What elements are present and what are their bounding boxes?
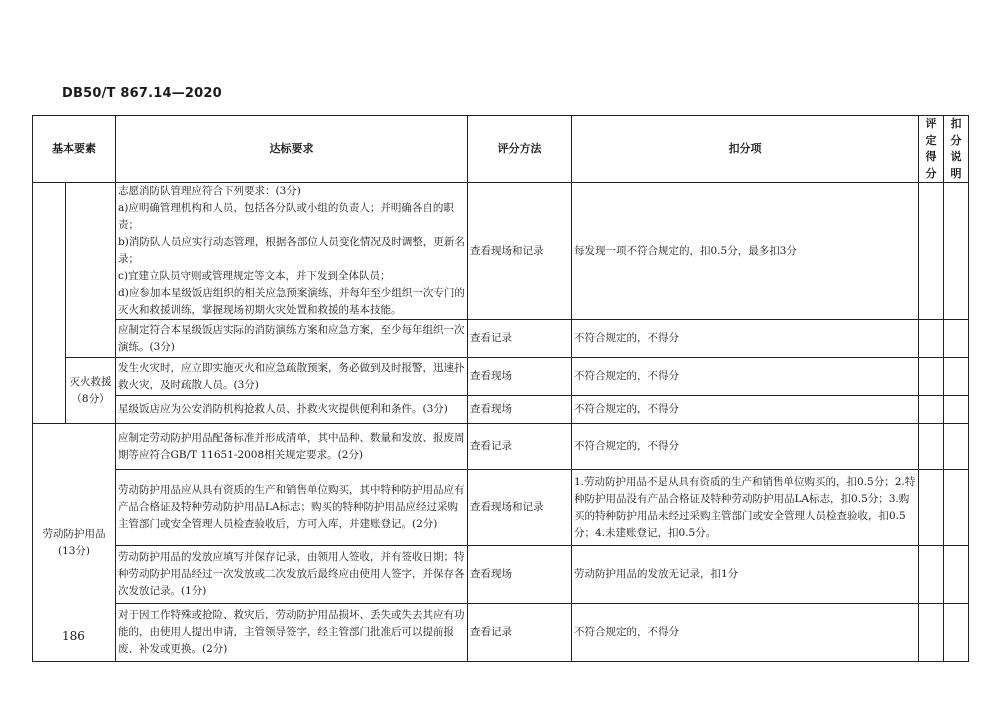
note-cell	[944, 183, 969, 320]
score-cell	[919, 470, 944, 546]
table-row	[33, 604, 969, 662]
note-cell	[944, 546, 969, 604]
requirement-cell: 应制定劳动防护用品配备标准并形成清单，其中品种、数量和发放、报废周期等应符合GB/T 11651-2008相关规定要求。(2分)	[116, 424, 468, 470]
deduction-cell: 不符合规定的，不得分	[572, 424, 919, 470]
header-method: 评分方法	[468, 116, 572, 183]
requirement-cell: 应制定符合本星级饭店实际的消防演练方案和应急方案，至少每年组织一次演练。(3分)	[116, 320, 468, 358]
note-cell	[944, 604, 969, 662]
header-basic-element: 基本要素	[33, 116, 116, 183]
note-cell	[944, 424, 969, 470]
method-cell: 查看现场和记录	[468, 470, 572, 546]
note-cell	[944, 358, 969, 396]
category-labor-protection: 劳动防护用品(13分)	[33, 424, 116, 662]
table-row	[33, 183, 969, 320]
table-row	[33, 546, 969, 604]
table-row	[33, 396, 969, 424]
page-number: 186	[62, 629, 85, 643]
deduction-cell: 1.劳动防护用品不是从具有资质的生产和销售单位购买的，扣0.5分；2.特种防护用品没有产品合格证及特种劳动防护用品LA标志，扣0.5分；3.购买的特种防护用品未经过采购主管部门或安全管理人员检查验收，扣0.5分；4.未建账登记，扣0.5分。	[572, 470, 919, 546]
method-cell: 查看现场	[468, 546, 572, 604]
subcategory-cell-volunteer	[66, 183, 116, 358]
table-row	[33, 320, 969, 358]
note-cell	[944, 470, 969, 546]
requirement-cell: 劳动防护用品的发放应填写并保存记录，由领用人签收，并有签收日期；特种劳动防护用品经过一次发放或二次发放后最终应由使用人签字，并保存各次发放记录。(1分)	[116, 546, 468, 604]
method-cell: 查看现场	[468, 358, 572, 396]
header-score: 评定得分	[919, 116, 944, 183]
document-code: DB50/T 867.14—2020	[62, 86, 222, 101]
note-cell	[944, 320, 969, 358]
requirement-text: 志愿消防队管理应符合下列要求：(3分) a)应明确管理机构和人员，包括各分队或小组的负责人；并明确各自的职责； b)消防队人员应实行动态管理，根据各部位人员变化情况及时调整，更新名录； c)宜建立队员守则或管理规定等文本，并下发到全体队员； d)应参加本星级饭店组织的相关应急预案演练，并每年至少组织一次专门的灭火和救援训练，掌握现场初期火灾处置和救援的基本技能。	[118, 185, 465, 316]
score-cell	[919, 358, 944, 396]
header-note: 扣分说明	[944, 116, 969, 183]
deduction-cell: 不符合规定的，不得分	[572, 396, 919, 424]
note-cell	[944, 396, 969, 424]
method-cell: 查看现场	[468, 396, 572, 424]
score-cell	[919, 320, 944, 358]
scoring-table	[32, 115, 969, 662]
score-cell	[919, 183, 944, 320]
requirement-cell: 发生火灾时，应立即实施灭火和应急疏散预案，务必做到及时报警，迅速扑救火灾，及时疏散人员。(3分)	[116, 358, 468, 396]
table-row	[33, 424, 969, 470]
requirement-cell	[116, 183, 468, 320]
score-cell	[919, 604, 944, 662]
deduction-cell: 每发现一项不符合规定的，扣0.5分，最多扣3分	[572, 183, 919, 320]
requirement-cell: 星级饭店应为公安消防机构抢救人员、扑救火灾提供便利和条件。(3分)	[116, 396, 468, 424]
deduction-cell: 不符合规定的，不得分	[572, 320, 919, 358]
deduction-cell: 劳动防护用品的发放无记录，扣1分	[572, 546, 919, 604]
category-cell-upper	[33, 183, 66, 424]
header-deduction: 扣分项	[572, 116, 919, 183]
score-cell	[919, 424, 944, 470]
header-requirement: 达标要求	[116, 116, 468, 183]
requirement-cell: 劳动防护用品应从具有资质的生产和销售单位购买，其中特种防护用品应有产品合格证及特种劳动防护用品LA标志；购买的特种防护用品应经过采购主管部门或安全管理人员检查验收后，方可入库，并建账登记。(2分)	[116, 470, 468, 546]
requirement-cell: 对于因工作特殊或抢险、救灾后，劳动防护用品损坏、丢失或失去其应有功能的，由使用人提出申请，主管领导签字，经主管部门批准后可以提前报废、补发或更换。(2分)	[116, 604, 468, 662]
score-cell	[919, 396, 944, 424]
method-cell: 查看现场和记录	[468, 183, 572, 320]
deduction-cell: 不符合规定的，不得分	[572, 358, 919, 396]
method-cell: 查看记录	[468, 424, 572, 470]
score-cell	[919, 546, 944, 604]
method-cell: 查看记录	[468, 604, 572, 662]
deduction-cell: 不符合规定的，不得分	[572, 604, 919, 662]
table-row	[33, 358, 969, 396]
table-header-row	[33, 116, 969, 183]
subcategory-fire-rescue: 灭火救援（8分）	[66, 358, 116, 424]
method-cell: 查看记录	[468, 320, 572, 358]
table-row	[33, 470, 969, 546]
